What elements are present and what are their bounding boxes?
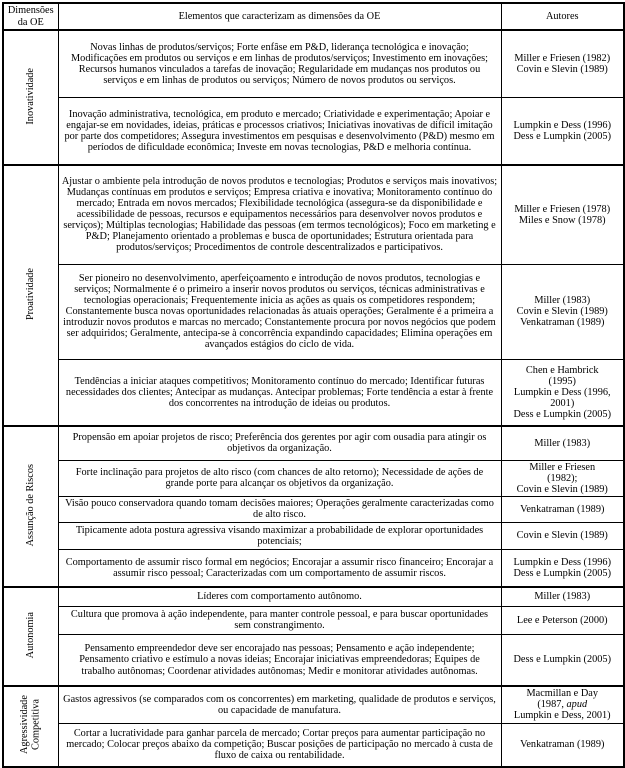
authors-cell bbox=[501, 30, 624, 97]
author-line: Venkatraman (1989) bbox=[520, 317, 605, 329]
dimension-label-agressividade-competitiva bbox=[3, 686, 58, 767]
dimension-label-text: Proatividade bbox=[25, 267, 36, 320]
author-line: Lumpkin e Dess (1996) bbox=[513, 556, 612, 568]
author-line bbox=[505, 699, 621, 710]
oe-dimensions-table bbox=[2, 2, 625, 768]
author-line: Miller e Friesen bbox=[529, 461, 596, 473]
author-line-italic: apud bbox=[566, 699, 588, 711]
author-line: Covin e Slevin (1989) bbox=[516, 483, 608, 495]
table-row bbox=[3, 30, 624, 97]
author-line: 2001) bbox=[550, 397, 575, 409]
elements-cell: Líderes com comportamento autônomo. bbox=[58, 587, 501, 606]
dimension-label-text: Assunção de Riscos bbox=[25, 463, 36, 547]
author-line: Miller e Friesen (1978) bbox=[514, 203, 611, 215]
table-row bbox=[3, 264, 624, 359]
table-row bbox=[3, 522, 624, 549]
table-row bbox=[3, 97, 624, 165]
author-line: Lumpkin e Dess (1996, bbox=[513, 386, 611, 398]
elements-cell: Propensão em apoiar projetos de risco; Preferência dos gerentes por agir com ousadia para atingir os objetivos da organização. bbox=[58, 426, 501, 460]
elements-cell: Cortar a lucratividade para ganhar parcela de mercado; Cortar preços para aumentar participação no mercado; Colocar preços abaixo da competição; Buscar posições de participação no mercado à custa de fluxo de caixa ou rentabilidade. bbox=[58, 723, 501, 767]
authors-cell bbox=[501, 496, 624, 522]
authors-cell bbox=[501, 606, 624, 634]
elements-cell: Forte inclinação para projetos de alto risco (com chances de alto retorno); Necessidade de ações de grande porte para alcançar os objetivos da organização. bbox=[58, 460, 501, 496]
elements-cell: Novas linhas de produtos/serviços; Forte enfâse em P&D, liderança tecnológica e inovação; Modificações em produtos ou serviços e em linhas de produtos/serviços; Investimento em inovações; Recursos humanos vinculados a tarefas de inovação; Regularidade em mudanças nos produtos ou serviços e em linhas de produtos ou serviços; Número de novos produtos ou serviços. bbox=[58, 30, 501, 97]
table-row bbox=[3, 587, 624, 606]
table-row bbox=[3, 634, 624, 686]
elements-cell: Tipicamente adota postura agressiva visando maximizar a probabilidade de explorar oportunidades potenciais; bbox=[58, 522, 501, 549]
authors-cell bbox=[501, 723, 624, 767]
authors-cell bbox=[501, 587, 624, 606]
author-line: Venkatraman (1989) bbox=[520, 739, 605, 751]
table-row bbox=[3, 606, 624, 634]
elements-cell: Ajustar o ambiente pela introdução de novos produtos e tecnologias; Produtos e serviços mais inovativos; Mudanças contínuas em produtos e serviços; Empresa criativa e inovativa; Monitoramento contínuo do mercado; Entrada em novos mercados; Flexibilidade tecnológica (assegura-se da disponibilidade e acessibilidade de pessoas, recursos e equipamentos necessários para desenvolver novos produtos e serviços); Múltiplas tecnologias; Habilidade das pessoas (em termos tecnológicos); Foco em marketing e P&D; Planejamento orientado a problemas e busca de oportunidades; Estrutura orientada para produtos/serviços; Procedimentos de controle descentralizados e participativos. bbox=[58, 165, 501, 264]
header-dimensions: Dimensões da OE bbox=[3, 3, 58, 30]
elements-cell: Tendências a iniciar ataques competitivos; Monitoramento contínuo do mercado; Identificar futuras necessidades dos clientes; Antecipar as mudanças. Antecipar problemas; Forte tendência a estar à frente dos concorrentes na introdução de ideias ou produtos. bbox=[58, 359, 501, 426]
table-row bbox=[3, 165, 624, 264]
authors-cell bbox=[501, 97, 624, 165]
author-line: Miller (1983) bbox=[534, 294, 591, 306]
author-line-text: (1987, bbox=[537, 699, 567, 711]
author-line: Lumpkin e Dess, 2001) bbox=[513, 710, 611, 722]
elements-cell: Ser pioneiro no desenvolvimento, aperfeiçoamento e introdução de novos produtos, tecnologias e serviços; Normalmente é o primeiro a inserir novos produtos ou serviços, técnicas administrativas e tecnologias operacionais; Frequentemente inicia as ações as quais os competidores respondem; Constantemente busca novas oportunidades relacionadas às atuais operações; Geralmente é a primeira a introduzir novos produtos e marcas no mercado; Constantemente procura por novos negócios que podem ser adquiridos; Geralmente, antecipa-se à concorrência expandindo capacidades; Elimina operações em avançados estágios do ciclo de vida. bbox=[58, 264, 501, 359]
elements-cell: Pensamento empreendedor deve ser encorajado nas pessoas; Pensamento e ação independente; Pensamento criativo e estímulo a novas ideias; Encorajar iniciativas empreendedoras; Equipes de trabalho autônomas; Coordenar atividades autônomas; Medir e monitorar atividades autônomas. bbox=[58, 634, 501, 686]
authors-cell bbox=[501, 165, 624, 264]
dimension-label-inovatividade bbox=[3, 30, 58, 165]
table-row bbox=[3, 426, 624, 460]
author-line: Miller (1983) bbox=[534, 591, 591, 603]
authors-cell bbox=[501, 359, 624, 426]
table-row bbox=[3, 359, 624, 426]
author-line: Dess e Lumpkin (2005) bbox=[513, 654, 612, 666]
authors-cell bbox=[501, 426, 624, 460]
author-line: (1982); bbox=[547, 472, 578, 484]
table-row bbox=[3, 686, 624, 723]
dimension-label-autonomia bbox=[3, 587, 58, 686]
author-line: Dess e Lumpkin (2005) bbox=[513, 568, 612, 580]
dimension-label-text: Agressividade Competitiva bbox=[19, 695, 42, 755]
header-elements: Elementos que caracterizam as dimensões da OE bbox=[58, 3, 501, 30]
author-line: Miller (1983) bbox=[534, 437, 591, 449]
author-line: Miles e Snow (1978) bbox=[518, 214, 606, 226]
dimension-label-assuncao-de-riscos bbox=[3, 426, 58, 587]
authors-cell bbox=[501, 634, 624, 686]
table-header-row bbox=[3, 3, 624, 30]
authors-cell bbox=[501, 686, 624, 723]
author-line: Dess e Lumpkin (2005) bbox=[513, 130, 612, 142]
table-row bbox=[3, 549, 624, 587]
table-row bbox=[3, 723, 624, 767]
author-line: Miller e Friesen (1982) bbox=[514, 52, 611, 64]
elements-cell: Comportamento de assumir risco formal em negócios; Encorajar a assumir risco financeiro; Encorajar a assumir risco pessoal; Caracterizadas com um comportamento de assumir riscos. bbox=[58, 549, 501, 587]
authors-cell bbox=[501, 522, 624, 549]
author-line: Covin e Slevin (1989) bbox=[516, 530, 608, 542]
table-row bbox=[3, 496, 624, 522]
author-line: (1995) bbox=[548, 375, 576, 387]
dimension-label-text: Autonomia bbox=[25, 612, 36, 659]
author-line: Venkatraman (1989) bbox=[520, 503, 605, 515]
authors-cell bbox=[501, 549, 624, 587]
dimension-label-text: Inovatividade bbox=[25, 67, 36, 125]
author-line: Chen e Hambrick bbox=[525, 364, 599, 376]
header-authors: Autores bbox=[501, 3, 624, 30]
elements-cell: Gastos agressivos (se comparados com os concorrentes) em marketing, qualidade de produtos e serviços, ou capacidade de manufatura. bbox=[58, 686, 501, 723]
elements-cell: Inovação administrativa, tecnológica, em produto e mercado; Criatividade e experimentação; Apoiar e engajar-se em novidades, ideias, práticas e processos criativos; Iniciativas inovativas de difícil imitação por parte dos competidores; Assegura investimentos em pesquisas e desenvolvimento (P&D) mesmo em períodos de dificuldade econômica; Investe em novas tecnologias, P&D e melhoria contínua. bbox=[58, 97, 501, 165]
authors-cell bbox=[501, 460, 624, 496]
authors-cell bbox=[501, 264, 624, 359]
author-line: Dess e Lumpkin (2005) bbox=[513, 408, 612, 420]
author-line: Covin e Slevin (1989) bbox=[516, 63, 608, 75]
author-line: Covin e Slevin (1989) bbox=[516, 305, 608, 317]
dimension-label-proatividade bbox=[3, 165, 58, 426]
elements-cell: Visão pouco conservadora quando tomam decisões maiores; Operações geralmente caracterizadas como de alto risco. bbox=[58, 496, 501, 522]
elements-cell: Cultura que promova à ação independente, para manter controle pessoal, e para buscar oportunidades sem constrangimento. bbox=[58, 606, 501, 634]
author-line: Lumpkin e Dess (1996) bbox=[513, 119, 612, 131]
table-row bbox=[3, 460, 624, 496]
author-line: Lee e Peterson (2000) bbox=[516, 614, 608, 626]
author-line: Macmillan e Day bbox=[526, 688, 598, 700]
